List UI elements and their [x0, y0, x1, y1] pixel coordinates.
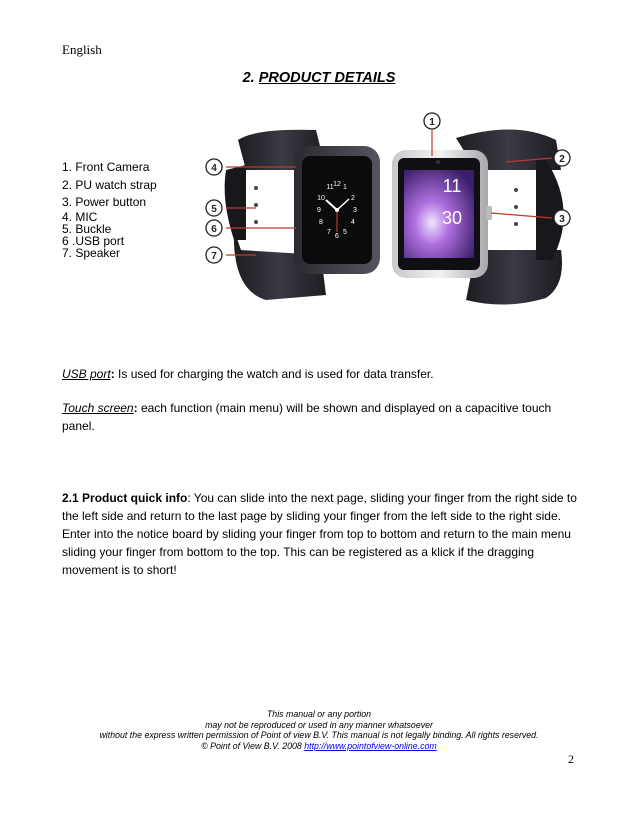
clock-numeral: 3 [353, 207, 357, 214]
clock-numeral: 8 [319, 219, 323, 226]
list-item: 5. Buckle [62, 222, 112, 236]
page-number: 2 [568, 752, 574, 766]
list-item: 2. PU watch strap [62, 177, 157, 192]
svg-text:1: 1 [429, 117, 435, 128]
callout-4 [206, 159, 222, 175]
copyright-text: © Point of View B.V. 2008 [201, 740, 305, 751]
website-link[interactable]: http://www.pointofview-online.com [304, 740, 437, 751]
clock-numeral: 12 [333, 181, 341, 188]
clock-numeral: 5 [343, 229, 347, 236]
footer-line: This manual or any portion [266, 709, 372, 719]
touch-screen-text: each function (main menu) will be shown and displayed on a capacitive touch panel. [62, 401, 552, 433]
svg-text:4: 4 [211, 163, 217, 174]
clock-numeral: 9 [317, 207, 321, 214]
usb-port-paragraph [62, 365, 582, 383]
footer-line: may not be reproduced or used in any manner whatsoever [205, 719, 433, 730]
clock-numeral: 6 [335, 233, 339, 240]
clock-numeral: 11 [326, 184, 334, 191]
callouts-left [200, 155, 240, 265]
callout-6 [206, 220, 222, 236]
callout-2 [554, 150, 570, 166]
clock-numeral: 7 [327, 229, 331, 236]
usb-port-term: USB port [62, 367, 111, 381]
callout-7 [206, 247, 222, 263]
clock-numeral: 10 [317, 195, 325, 202]
quick-info-term: 2.1 Product quick info [62, 491, 188, 505]
term-separator: : [110, 367, 115, 381]
quick-info-text: : You can slide into the next page, sliding your finger from the right side to the left side and return to the last page by sliding your finger from the left side to the right side. Enter into the notice board by sliding your finger from top to bottom and return to the main menu sliding your finger from bottom to the top. This can be registered as a klick if the dragging movement is to short! [62, 491, 577, 577]
section-number: 2. [242, 70, 255, 86]
list-item: 7. Speaker [62, 246, 121, 260]
touch-screen-term: Touch screen [62, 401, 134, 415]
svg-text:7: 7 [211, 251, 217, 262]
callout-5 [206, 200, 222, 216]
list-item: 1. Front Camera [62, 160, 150, 174]
callout-3 [554, 210, 570, 226]
digital-minutes: 30 [441, 208, 463, 228]
svg-text:6: 6 [211, 224, 217, 235]
footer [0, 709, 638, 751]
clock-numeral: 2 [351, 195, 355, 202]
footer-line: without the express written permission of Point of view B.V. This manual is not legally binding. All rights reserved. [99, 730, 539, 740]
parts-list [62, 159, 157, 259]
usb-port-text: Is used for charging the watch and is used for data transfer. [114, 367, 434, 381]
smartwatch-figure [216, 110, 580, 320]
quick-info-paragraph [62, 489, 582, 579]
svg-text:5: 5 [211, 204, 217, 215]
term-separator: : [133, 401, 138, 415]
section-title-text: PRODUCT DETAILS [258, 70, 396, 86]
footer-line [0, 741, 638, 752]
digital-hours: 11 [442, 176, 462, 196]
list-item: 3. Power button [62, 195, 147, 209]
watch-left [225, 130, 380, 300]
language-label: English [62, 42, 102, 57]
list-item: 6 .USB port [62, 234, 125, 248]
clock-numeral: 1 [343, 184, 347, 191]
list-item: 4. MIC [62, 210, 98, 224]
section-title [0, 70, 638, 86]
svg-text:2: 2 [559, 154, 565, 165]
callout-1 [424, 113, 440, 129]
svg-text:3: 3 [559, 214, 565, 225]
touch-screen-paragraph [62, 399, 582, 435]
clock-numeral: 4 [351, 219, 355, 226]
